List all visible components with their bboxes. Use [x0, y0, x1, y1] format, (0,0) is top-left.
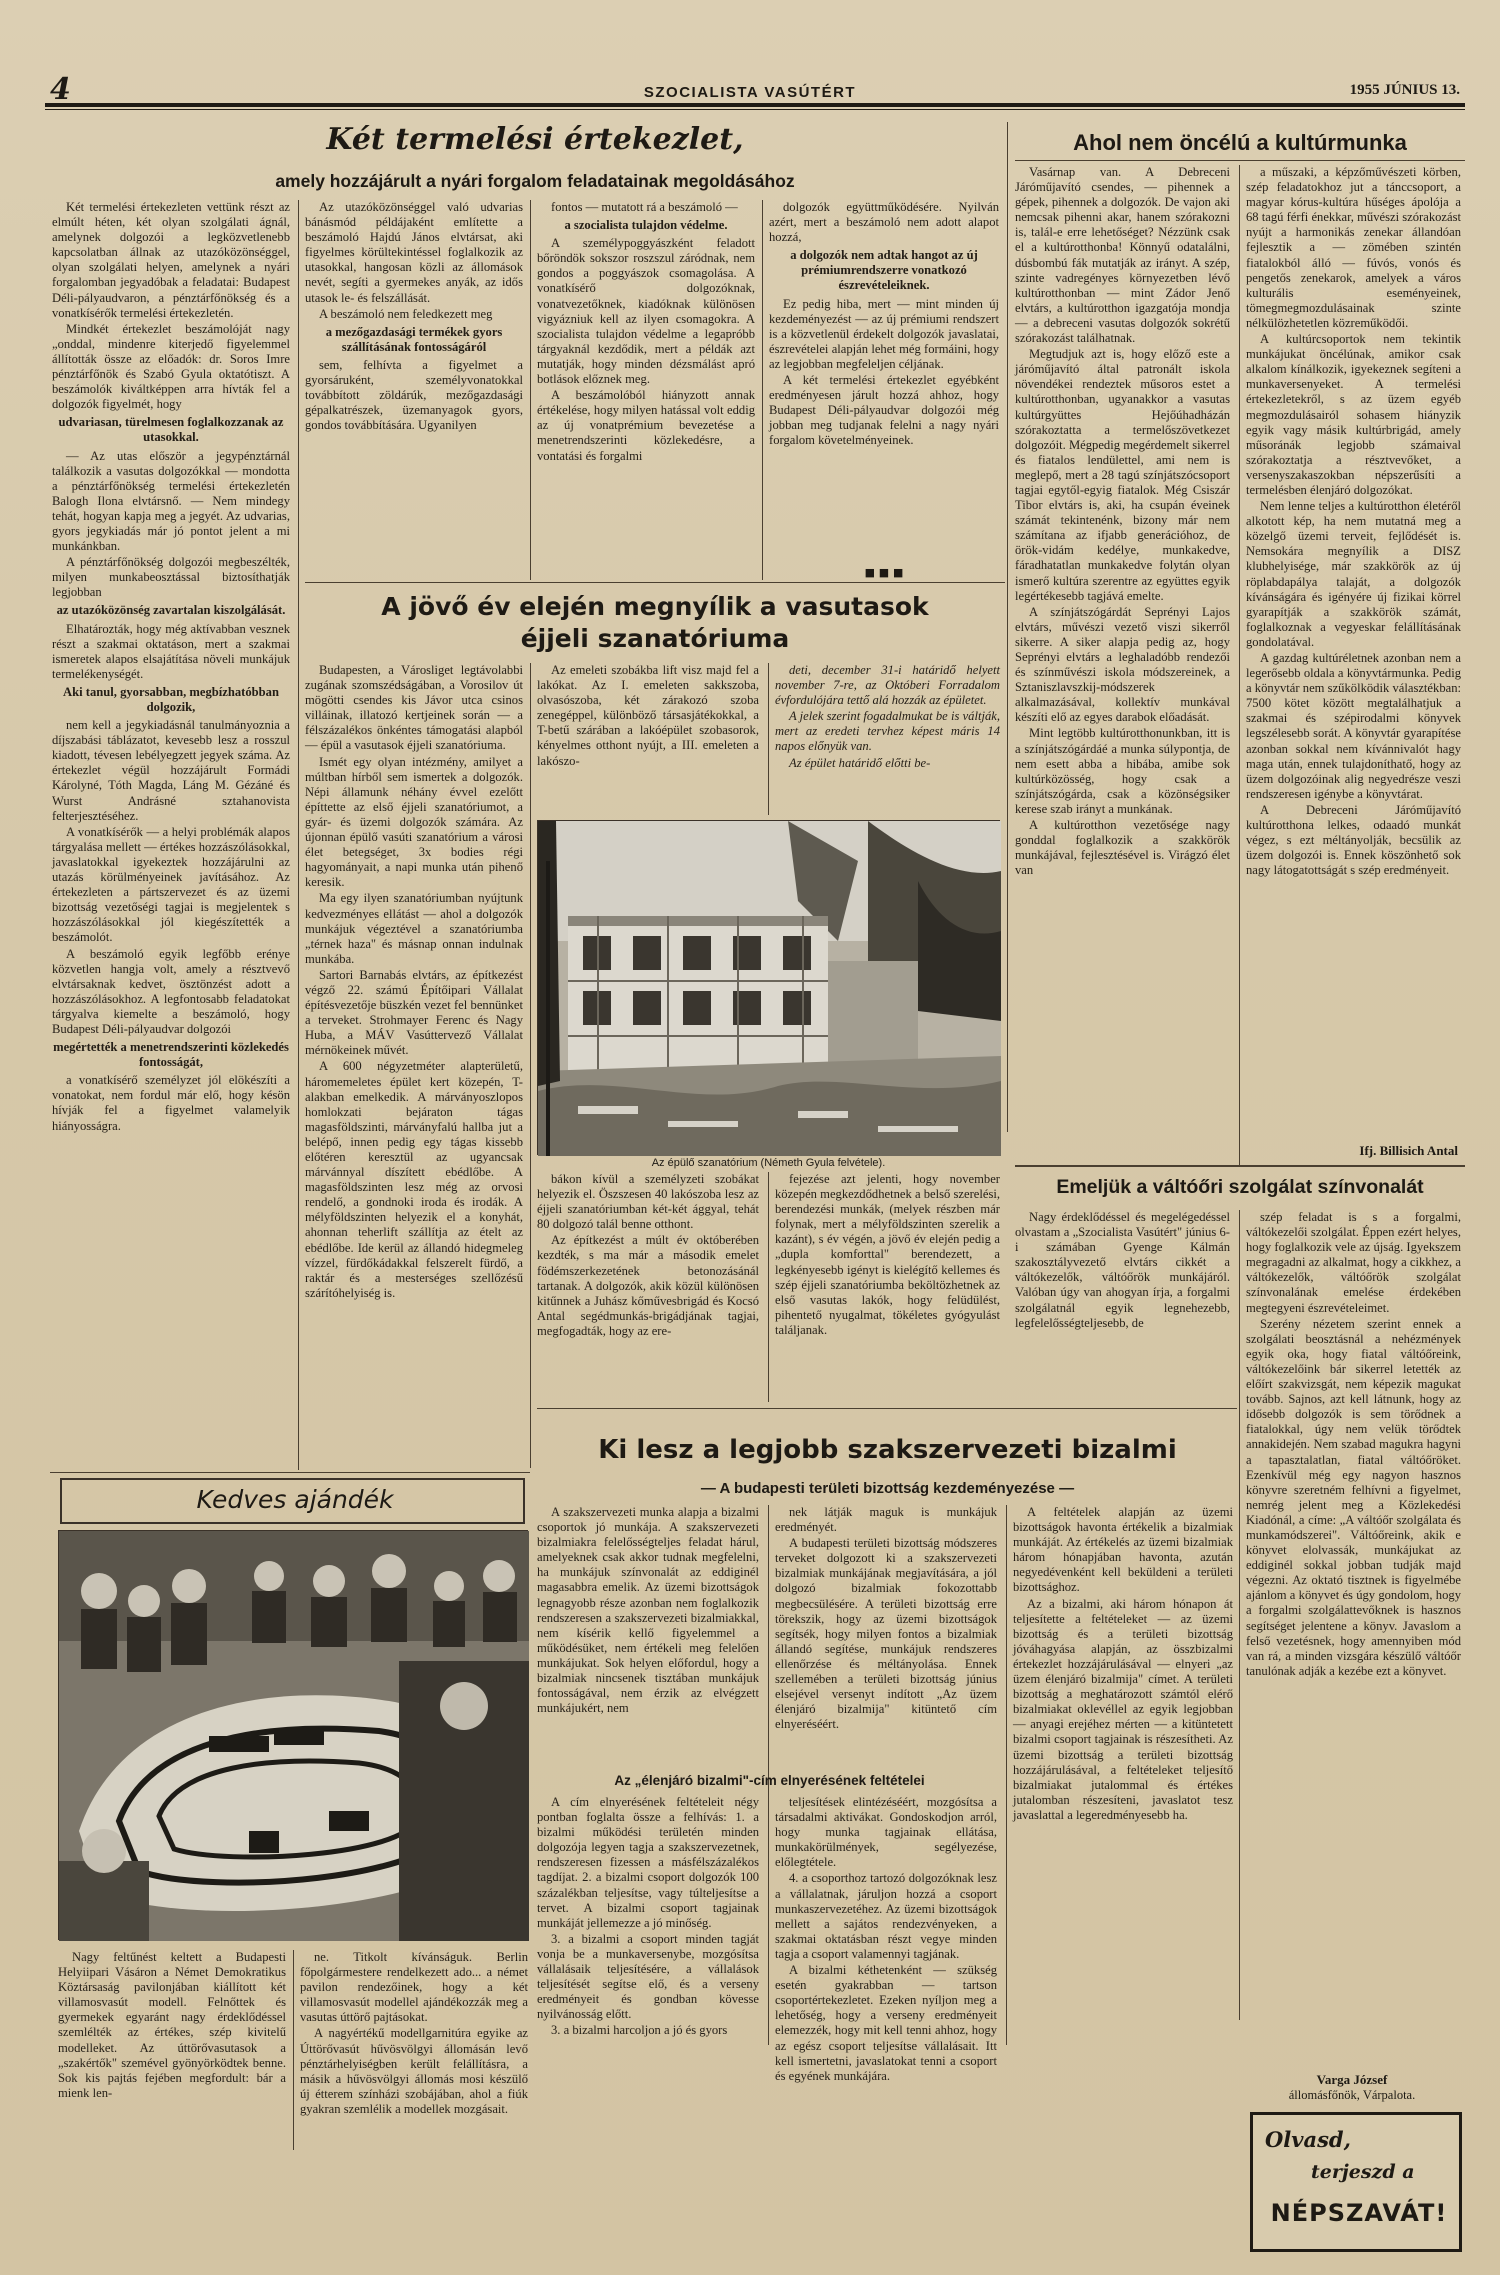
- nepszava-line-1: Olvasd,: [1265, 2127, 1351, 2152]
- paragraph: ne. Titkolt kívánságuk. Berlin főpolgármestere rendelkezett ado... a német pavilon rendezőinek, hogy a két villamosvasút modellel ajándékozzák meg a vasutas úttörő pajtásokat.: [300, 1950, 528, 2025]
- column-rule: [1239, 1210, 1240, 2020]
- section-rule: [305, 582, 1005, 583]
- art5-column-3: [1013, 1505, 1233, 2045]
- art4-column-2: [1246, 1210, 1461, 2065]
- paragraph: Az a bizalmi, aki három hónapon át teljesítette a feltételeket — az üzemi bizottság és a területi bizottság jóváhagyása alapján, az összbizalmi értekezlet hozzájárulásával — elnyeri „az üzem élenjáró bizalmija" címet. A területi bizottság a meghatározott számtól elérő bizalmiakat oklevéllel az egyik legjobban — anyagi erejéhez mérten — a kitüntetett bizalmi csoport tagjainak is részesítheti. Az üzemi bizottság a területi bizottság hozzájárulásával, a feltételeket teljesítő bizalmiakat jutalommal és értékes jutalomban részesíteni, javaslatot tesz javaslattal a legeredményesebb ha.: [1013, 1596, 1233, 1822]
- model-railway-photo: [58, 1530, 528, 1940]
- art2-col3-paragraphs: [775, 663, 1000, 771]
- art1-title: Két termelési értekezlet,: [326, 122, 744, 157]
- sanatorium-photo-image: [538, 821, 1001, 1156]
- art1-col4b-paragraphs: [769, 297, 999, 449]
- paragraph: Sartori Barnabás elvtárs, az építkezést végző 22. számú Építőipari Vállalat építésvezetője büszkén vezet fel bennünket a terveket. Strohmayer Ferenc és Nagy Huba, a MÁV Vasúttervező Vállalat mérnökeinek művét.: [305, 967, 523, 1058]
- paragraph: Budapesten, a Városliget legtávolabbi zugának szomszédságában, a Vorosilov út mögötti csendes kis Jávor utca csinos villáinak, illatozó kertjeinek során — a félszázalékos önkéntes támogatási alapból — épül a vasutasok éjjeli szanatóriuma.: [305, 663, 523, 753]
- art5-col3-paragraphs: [1013, 1505, 1233, 1823]
- paragraph: teljesítések elintézéséért, mozgósítsa a társadalmi aktivákat. Gondoskodjon arról, hogy munka tagjainak ellátása, munkakörülmények, segélyezése, előlegtétele.: [775, 1795, 997, 1870]
- art3-signature: Ifj. Billisich Antal: [1359, 1143, 1458, 1158]
- paragraph: Nagy feltűnést keltett a Budapesti Helyiipari Vásáron a Német Demokratikus Köztársaság pavilonjában kiállított két villamosvasút modell. Felnőttek és gyermekek egyaránt nagy érdeklődéssel szemlélték az értékes, szép kivitelű modelleket. Az úttörővasutasok a „szakértők" szemével gyönyörködtek benne. Sok kis pajtás fejében megfordult: bár a mienk len-: [58, 1950, 286, 2100]
- section-rule: [537, 1408, 1237, 1409]
- art1-col1c-paragraphs: [52, 622, 290, 682]
- art5-subcol1-paragraphs: [537, 1795, 759, 2039]
- paragraph: Elhatározták, hogy még aktívabban vesznek részt a szakmai oktatáson, mert a szakmai ismeretek alapos elsajátítása növeli munkájuk termelékenységét.: [52, 621, 290, 681]
- art5-title: Ki lesz a legjobb szakszervezeti bizalmi: [598, 1435, 1177, 1465]
- paragraph: Nagy érdeklődéssel és megelégedéssel olvastam a „Szocialista Vasútért" június 6-i számában Gyenge Kálmán szakosztályvezető elvtárs cikkét a váltókezelők, váltóőrök munkájáról. Valóban úgy van ahogyan írja, a forgalmi szolgálatnál egyik legnehezebb, legfelelősségteljesebb, de: [1015, 1210, 1230, 1330]
- nepszava-line-2: terjeszd a: [1311, 2161, 1415, 2183]
- paragraph: A kultúrotthon vezetősége nagy gonddal foglalkozik a szakkörök munkájával, fejlesztésével is. Virágzó élet van: [1015, 818, 1230, 878]
- art1-bold-2: az utazóközönség zavartalan kiszolgálását.: [56, 603, 286, 618]
- paragraph: deti, december 31-i határidő helyett november 7-re, az Októberi Forradalom évfordulójára tettő alá hozzák az épületet.: [775, 663, 1000, 708]
- art1-col1d-paragraphs: [52, 718, 290, 1037]
- paragraph: Megtudjuk azt is, hogy előző este a járóműjavító által patronált iskola növendékei rendeztek műsoros estet a kultúrotthonban, ugyanakkor a vasutas kultúrgyüttes Hejőúhadházán szórakoztatta a termelőszövetkezet dolgozóit. Mégpedig megérdemelt sikerrel és fiatalos lendülettel, ami nem is meglepő, mert a 28 tagú színjátszócsoport tagjai egytől-egyig fiatalok. Még Csiszár Tibor elvtárs is, aki, ha csupán éveinek számát tekintenénk, bizony már nem számítana az ifjabb generációhoz, de örök-vidám kedélye, munkakedve, fáradhatatlan munkakedve folytán olyan ismerő kultúra szerentre az együttes egyik legértékesebb tagjává emelte.: [1015, 347, 1230, 603]
- column-rule: [293, 1950, 294, 2150]
- art1-subtitle: amely hozzájárult a nyári forgalom feladatainak megoldásához: [275, 171, 795, 191]
- art6-column-2: [300, 1950, 528, 2155]
- art4-signature-title: állomásfőnök, Várpalota.: [1288, 2088, 1416, 2102]
- paragraph: Ma egy ilyen szanatóriumban nyújtunk kedvezményes ellátást — ahol a dolgozók munkájuk végeztével a szanatóriumba „térnek haza" és másnap onnan indulnak munkába.: [305, 891, 523, 966]
- art2-bottom-column-2: [537, 1172, 759, 1402]
- section-rule: [50, 1472, 530, 1473]
- art1-col3-paragraphs: [537, 200, 755, 215]
- art5-column-2: [775, 1505, 997, 1765]
- art5-subhead: Az „élenjáró bizalmi"-cím elnyerésének feltételei: [614, 1773, 925, 1788]
- paragraph: Szerény nézetem szerint ennek a szolgálati beosztásnál a nehézmények egyik oka, hogy fiatal váltóőreink, váltókezelőink bár sikerrel letették az előírt szakvizsgát, nem képezik magukat tovább. Sajnos, azt kell látnunk, hogy az idősebb dolgozók is sem törődnek a fiatalokkal, úgy nem velük törődtek annakidején. Nem szabad magukra hagyni a tapasztalatlan, fiatal váltóőröket. Ezenkívül még egy nagyon hasznos könyvre szeretném felhívni a figyelmet, nemrég jelent meg a Közlekedési Kiadónál, a címe: „A váltóőr szolgálata és munkamódszerei". Váltóőreink, akik e könyvet elolvassák, munkájukat az eddiginél sokkal jobban tudják majd végezni. Az oktató tisztnek is figyelmébe ajánlom a könyvet és úgy gondolom, hogy a forgalmi szolgálattevőknek is hasznos segítséget jelentene a könyv. Javaslom a felső vezetésnek, hogy amennyiben mód van rá, a minden vizsgára készülő váltóőr tanulónak adják a kezébe ezt a könyvet.: [1246, 1316, 1461, 1678]
- paragraph: A személypoggyászként feladott bőröndök sokszor roszszul záródnak, nem gondos a poggyászok csomagolása. A vonatkísérő dolgozóknak, vonatvezetőknek, kiadóknak különösen vigyázniuk kell az ilyen csomagokra. A szocialista tulajdon védelme a legapróbb tárgyaknál kezdődik, mert a példák azt mutatják, hogy minden dézsmálást apró botlások előznek meg.: [537, 236, 755, 387]
- sanatorium-photo: [537, 820, 1000, 1155]
- column-rule: [768, 663, 769, 815]
- art2-column-3: [775, 663, 1000, 815]
- paper-name: SZOCIALISTA VASÚTÉRT: [643, 84, 857, 101]
- paragraph: bákon kívül a személyzeti szobákat helyezik el. Öszszesen 40 lakószoba lesz az éjjeli szanatóriumban két-két ággyal, tehát 80 dolgozó talál benne otthont.: [537, 1172, 759, 1232]
- paragraph: 3. a bizalmi a csoport minden tagját vonja be a munkaversenybe, mozgósítsa vállalásaik teljesítésére, a vállalások teljesítését segítse elő, és a verseny eredményeit és gondban kövesse nyilvánosság előtt.: [537, 1931, 759, 2022]
- column-rule: [1239, 165, 1240, 1165]
- art3-col1-paragraphs: [1015, 165, 1230, 878]
- art5-sub-column-2: [775, 1795, 997, 2083]
- art4-col1-paragraphs: [1015, 1210, 1230, 1331]
- art1-col3-bold: a szocialista tulajdon védelme.: [564, 218, 728, 233]
- paragraph: Ismét egy olyan intézmény, amilyet a múltban hírből sem ismertek a dolgozók. Népi államunk néhány évvel ezelőtt építtette az első éjjeli szanatóriumot, a gyár- és üzemi dolgozók számára. Az újonnan épülő vasúti szanatórium a városi élet betegséget, 3x bodies régi hagyományait, a napi munka után pihenő keresik.: [305, 754, 523, 890]
- art1-col1-paragraphs: [52, 200, 290, 412]
- paragraph: A bizalmi kéthetenként — szükség esetén gyakrabban — tartson csoportértekezletet. Ezeken nyíljon meg a lehetőség, hogy a verseny eredményeit elemezzék, hogy mit kell tenni ahhoz, hogy az egész csoport teljesítse vállalásait. Itt kell ismertetni, javaslatokat tenni a csoport és egyének munkájára.: [775, 1963, 997, 2083]
- paragraph: Mint legtöbb kultúrotthonunkban, itt is a színjátszógárdáé a munka súlypontja, de nem esett abba a hibába, amibe sok kultúrközösség, hogy csak a színjátszógárda, csak a közönségsiker kerese szab irányt a munkának.: [1015, 726, 1230, 816]
- masthead-rule: [45, 103, 1465, 107]
- paragraph: A 600 négyzetméter alapterületű, háromemeletes épület kert közepén, T-alakban emelkedik. A márványoszlopos homlokzati bejáraton tágas magasföldszinti, márványfalú hallba jut a belépő, innen pedig egy tágas kissebb előtéren keresztül az ugyancsak márvánnyal díszített ebédlőbe. A magasföldszinten lesz még az orvosi rendelő, a gondnoki iroda és irodák. A mélyföldszinten helyezik el a konyhát, ahonnan teherlift szállítja az ételt az ebédlőbe. Ide kerül az állandó hidegmeleg vízzel, fürdőkádakkal felszerelt fürdő, a raktár és a mesterséges szellőzésű szárítóhelyiség is.: [305, 1059, 523, 1300]
- column-rule: [762, 200, 763, 580]
- column-rule: [1006, 1505, 1007, 2045]
- art1-col1b-paragraphs: [52, 449, 290, 601]
- nepszava-box: [1250, 2112, 1462, 2252]
- art4-title: Emeljük a váltóőri szolgálat színvonalát: [1056, 1176, 1424, 1198]
- paragraph: Az építkezést a múlt év októberében kezdték, s ma már a második emelet födémszerkezetének betonozásánál tartanak. A dolgozók, akik közül különösen kitűnnek a Juhász kőművesbrigád és Kocsó Antal segédmunkás-brigádjának tagjai, megfogadták, hogy az ere-: [537, 1233, 759, 1338]
- art4-column-1: [1015, 1210, 1230, 1460]
- section-rule: [1015, 160, 1465, 161]
- art1-bold-1: udvariasan, türelmesen foglalkozzanak az utasokkal.: [58, 415, 284, 445]
- art1-column-4: [769, 200, 999, 572]
- art1-col1e-paragraphs: [52, 1073, 290, 1133]
- paragraph: A feltételek alapján az üzemi bizottságok havonta értékelik a bizalmiak munkáját. Az értékelés az üzemi bizalmiak három hónapjában havonta, azután negyedévenként kell beküldeni a területi bizottsághoz.: [1013, 1505, 1233, 1595]
- art1-col3b-paragraphs: [537, 236, 755, 463]
- art4-col2-paragraphs: [1246, 1210, 1461, 1679]
- paragraph: A Debreceni Járóműjavító kultúrotthona lelkes, odaadó munkát végez, s ezt méltányolják, becsülik az üzem dolgozói is. Ennek köszönhető sok nagy látogatottságát s szép eredményeit.: [1246, 802, 1461, 878]
- art1-column-1: [52, 200, 290, 1470]
- paragraph: 4. a csoporthoz tartozó dolgozóknak lesz a vállalatnak, járuljon hozzá a csoport munkaszervezetéhez. Az üzemi bizottságok mellett a sajátos rendezvényeken, a szakmai oktatásban részt vegye minden tagja a csoport valamennyi tagjának.: [775, 1871, 997, 1961]
- paragraph: A beszámoló egyik legfőbb erénye közvetlen hangja volt, amely a résztvevő elvtársaknak kedvet, ösztönzést adott a hozzászólásokhoz. A legfontosabb feladatokat tárgyalva kiemelte a beszámoló, hogy Budapest Déli-pályaudvar dolgozói: [52, 946, 290, 1036]
- paragraph: Vasárnap van. A Debreceni Járóműjavító csendes, — pihennek a gépek, pihennek a dolgozók. De vajon aki nemcsak pihenni akar, hanem szórakozni is, talál-e erre lehetőséget? Nézzünk csak el a kultúrotthonba! Könnyű odatalálni, dúsbombú fák mutatják az irányt. A szép, szinte vadregényes környezetben lévő kultúrotthonban — mint Zádor Jenő elvtárs, a kultúrotthon igazgatója mondja — a debreceni vasutas dolgozók sokrétű szórakozást találhatnak.: [1015, 165, 1230, 346]
- paragraph: Mindkét értekezlet beszámolóját nagy „onddal, mindenre kiterjedő figyelemmel állították össze az előadók: dr. Soros Imre pénztárfőnök és Szabó Gyula oktatótiszt. A beszámolók kiváltképpen arra hívták fel a dolgozók figyelmét, hogy: [52, 321, 290, 412]
- paragraph: A vonatkísérők — a helyi problémák alapos tárgyalása mellett — értékes hozzászólásokkal, javaslatokkal igyekeztek hozzájárulni az utazás körülményeinek javításához. Az értekezleten a pártszervezet és az üzemi bizottság vezetőségi tagjai is megjelentek s hozzászólásokkal jól kiegészítették a beszámolót.: [52, 824, 290, 945]
- paragraph: dolgozók együttműködésére. Nyilván azért, mert a beszámoló nem adott alapot hozzá,: [769, 200, 999, 245]
- paragraph: A szakszervezeti munka alapja a bizalmi csoportok jó munkája. A szakszervezeti bizalmiakra felelősségteljes feladat hárul, amelyeknek csak akkor tudnak megfelelni, ha munkájuk színvonalát az eddiginél magasabbra emelik. Az üzemi bizottságok legnagyobb része azonban nem foglalkozik rendszeresen a szakszervezeti bizalmiakkal, nem kísérik kellő figyelemmel a működésüket, nem értékeli meg felelően munkájukat. Sok helyen előfordul, hogy a bizalmiak nincsenek tisztában munkájuk fontosságával, nem érzik az elvégzett munkájukért, nem: [537, 1505, 759, 1716]
- paragraph: Két termelési értekezleten vettünk részt az elmúlt héten, két olyan szolgálati ágnál, amelynek dolgozói a legközvetlenebb kapcsolatban állnak az utazóközönséggel, olyan szolgálati helyen, amelynek a nyári forgalomban jegyadóbak a feladatai: Budapest Déli-pályaudvaron, a pénztárfőnökség és a vonatkísérők termelési értekezletén.: [52, 200, 290, 320]
- art1-column-2: [305, 200, 523, 580]
- paragraph: sem, felhívta a figyelmet a gyorsáruként, személyvonatokkal továbbított zöldárúk, mezőgazdasági gépalkatrészek, üzemanyagok gyors, gondos továbbítására. Ugyanilyen: [305, 357, 523, 433]
- art4-signature-name: Varga József: [1316, 2072, 1388, 2087]
- model-railway-photo-image: [59, 1531, 529, 1941]
- art1-column-3: [537, 200, 755, 580]
- paragraph: Az utazóközönséggel való udvarias bánásmód példájaként említette a beszámoló Hajdú János elvtársat, aki figyelmes körültekintéssel foglalkozik az utasokkal, hangosan közli az állomások nevét, segíti a gyermekes anyák, az idős utasok le- és felszállását.: [305, 200, 523, 305]
- art2-title-line1: A jövő év elején megnyílik a vasutasok: [381, 592, 929, 621]
- paragraph: A kultúrcsoportok nem tekintik munkájukat öncélúnak, amikor csak alkalom kínálkozik, igyekeznek segíteni a munkaversenyeket. A termelési értekezletekről, s az üzem egyéb megmozdulásairól sohasem hiányzik egyik vagy másik kultúrbrigád, amely műsoránák legjobb számaival szórakoztatja a résztvevőket, a versenyszakaszokban népszerűsíti a termelésben élenjáró dolgozókat.: [1246, 332, 1461, 497]
- paragraph: Nem lenne teljes a kultúrotthon életéről alkotott kép, ha nem mutatná meg a közelgő üzemi terveit, fejlődését is. Nemsokára megnyílik a DISZ klubhelyisége, már szakkörök az új röplabdapálya talaját, a dolgozók kívánságára és igényére új fizikai körrel gyarapítják a szakkörök számát, foglalkoznak a vegyeskar felállításának gondolatával.: [1246, 499, 1461, 649]
- column-rule: [768, 1172, 769, 1402]
- art2-column-2: [537, 663, 759, 815]
- art1-end-mark: ■ ■ ■: [864, 566, 904, 579]
- art3-title: Ahol nem öncélú a kultúrmunka: [1073, 130, 1407, 155]
- paragraph: nem kell a jegykiadásnál tanulmányoznia a díjszabási táblázatot, kevesebb lesz a rosszul kiadott, tévesen lebélyegzett jegyek száma. Az értekezlet végül hozzájárult Formádi Károlyné, Tóth Magda, Láng M. Gézáné és Wurst Andrásné sztahanovista felterjesztéséhez.: [52, 718, 290, 823]
- art2-bcol2-paragraphs: [537, 1172, 759, 1339]
- art3-column-2: [1246, 165, 1461, 1140]
- paragraph: A budapesti területi bizottság módszeres terveket dolgozott ki a szakszervezeti bizalmiak munkájának megjavítására, a jól dolgozó bizalmiak fokozottabb megbecsülésére. A területi bizottság erre törekszik, hogy az üzemi bizottságok segítsék, hogy milyen fontos a bizalmiak állandó segítése, munkájuk rendszeres ellenőrzése és méltányolása. Ennek szellemében a területi bizottság június elsejével versenyt indított „Az üzem élenjáró bizalmija" kitüntető cím elnyeréséért.: [775, 1536, 997, 1732]
- paragraph: A pénztárfőnökség dolgozói megbeszélték, milyen munkabeosztással biztosíthatják legjobban: [52, 555, 290, 600]
- paragraph: — Az utas először a jegypénztárnál találkozik a vasutas dolgozókkal — mondotta a pénztárfőnökség termelési értekezletén Balogh Ilona elvtársnő. — Nem mindegy tehát, hogyan kapja meg a jegyét. Az udvarias, gyors jegykiadás már jó pontot jelent a mi munkánkban.: [52, 448, 290, 554]
- art1-col4-paragraphs: [769, 200, 999, 245]
- paragraph: A két termelési értekezlet egyébként eredményesen járult hozzá ahhoz, hogy Budapest Déli-pályaudvar dolgozói még jobban meg tudjanak felelni a nagy nyári forgalom követelményeinek.: [769, 373, 999, 448]
- art2-bottom-column-3: [775, 1172, 1000, 1402]
- art5-col2-paragraphs: [775, 1505, 997, 1732]
- art1-col2-paragraphs: [305, 200, 523, 322]
- paragraph: szép feladat is s a forgalmi, váltókezelői szolgálat. Éppen ezért helyes, hogy foglalkozik vele az újság. Igyekszem megragadni az alkalmat, hogy a cikkhez, a váltókezelők, váltóőrök szolgálat színvonalának emelése érdekében megtegyeni észrevételeimet.: [1246, 1210, 1461, 1315]
- page-number: 4: [50, 72, 71, 107]
- art1-bold-3: Aki tanul, gyorsabban, megbízhatóbban dolgozik,: [63, 684, 279, 714]
- masthead-rule-thin: [45, 109, 1465, 110]
- art5-sub-column-1: [537, 1795, 759, 2045]
- art3-column-1: [1015, 165, 1230, 1165]
- art6-column-1: [58, 1950, 286, 2155]
- column-rule: [530, 200, 531, 580]
- art5-column-1: [537, 1505, 759, 1765]
- art5-subcol2-paragraphs: [775, 1795, 997, 2084]
- column-rule: [530, 663, 531, 1468]
- section-rule: [1015, 1165, 1465, 1167]
- paragraph: fejezése azt jelenti, hogy november közepén megkezdődhetnek a belső szerelési, berendezési munkák, (melyek részben már folynak, mert a mélyföldszinten szerelik a kazánt), s év végén, a jövő év elején pedig a „dupla komforttal" berendezett, a legkényesebb igényt is kielégítő kellemes és szép éjjeli szanatóriumba beköltözhetnek az első vasutas lakók, hogy felüdülést, pihentető nyugalmat, tökéletes gyógyulást találjanak.: [775, 1172, 1000, 1337]
- paragraph: A nagyértékű modellgarnitúra egyike az Úttörővasút hűvösvölgyi állomásán levő pénztárhelyiségben került felállításra, a másik a hűvösvölgyi állomás mosi készülő új étterem színházi szobájában, ahol a fiúk gyakran szemlélik a modellek mozgásait.: [300, 2026, 528, 2116]
- paragraph: a műszaki, a képzőművészeti körben, szép feladatokhoz jut a tánccsoport, a magyar kórus-kultúra hűséges ápolója a 68 tagú férfi énekkar, művészi szórakozást nyújt a harmonikás zenekar állandóan fejlesztik a — zömében szintén fiatalokból álló — fúvós, vonós és pengetős zenekarok, amelyek a város kulturális eseményeinek, tömegmegmozdulásainak szinte nélkülözhetetlen közreműködői.: [1246, 165, 1461, 330]
- art5-subtitle: — A budapesti területi bizottság kezdeményezése —: [700, 1480, 1075, 1497]
- paragraph: nek látják maguk is munkájuk eredményét.: [775, 1505, 997, 1535]
- art2-column-1: [305, 663, 523, 1468]
- paragraph: a vonatkísérő személyzet jól elökészíti a vonatokat, nem fordul már elő, hogy késön hívják fel a figyelmet valamelyik hiányosságra.: [52, 1073, 290, 1133]
- paragraph: A beszámolóból hiányzott annak értékelése, hogy milyen hatással volt eddig az új vonatprémium bevezetése a menetrendszerinti közlekedésre, a vontatási és forgalmi: [537, 388, 755, 463]
- nepszava-line-3: NÉPSZAVÁT!: [1270, 2199, 1448, 2227]
- art2-col1-paragraphs: [305, 663, 523, 1301]
- paragraph: A cím elnyerésének feltételeit négy pontban foglalta össze a felhívás: 1. a bizalmi működési területén minden dolgozója legyen tagja a szakszervezetnek, rendszeresen fizessen a másfélszázalékos tagdíjat. 2. a bizalmi csoport dolgozók 100 százalékban teljesítse, vagy túlteljesítse a tervet. A bizalmi csoport tagjainak munkáját jellemezze a jó minőség.: [537, 1795, 759, 1930]
- paragraph: A gazdag kultúréletnek azonban nem a legerősebb oldala a könyvtármunka. Pedig a könyvtár nem szűkölködik választékban: 7500 kötet között megtalálhatjuk a szakmai és szépirodalmi könyvek legszélesebb sorát. A könyvtár gyarapítése azonban sokkal nem kívánnivalót hagy maga után, ennek tulajdoníthatő, hogy az üzem dolgozóinak alig negyedrésze veszi rendszeresen igénybe a könyvtárat.: [1246, 651, 1461, 801]
- art2-col2-paragraphs: [537, 663, 759, 769]
- art3-col2-paragraphs: [1246, 165, 1461, 878]
- art6-title: Kedves ajándék: [196, 1485, 394, 1514]
- column-rule: [298, 200, 299, 1470]
- paragraph: A jelek szerint fogadalmukat be is váltják, mert az eredeti tervhez képest máris 14 napos előnyük van.: [775, 709, 1000, 754]
- column-rule: [1007, 122, 1008, 1132]
- art2-title-line2: éjjeli szanatóriuma: [520, 624, 790, 653]
- art1-col4-bold: a dolgozók nem adtak hangot az új prémiumrendszerre vonatkozó észrevételeiknek.: [790, 248, 978, 293]
- paragraph: Ez pedig hiba, mert — mint minden új kezdeményezést — az új prémiumi rendszert is a közvetlenül érdekelt dolgozók javaslatai, észrevételei alapján lehet még formáini, hogy az legjobban megfeleljen céljának.: [769, 296, 999, 371]
- paragraph: A beszámoló nem feledkezett meg: [319, 306, 493, 321]
- art2-bcol3-paragraphs: [775, 1172, 1000, 1338]
- art1-bold-4: megértették a menetrendszerinti közlekedés fontosságát,: [53, 1040, 289, 1070]
- art6-col2-paragraphs: [300, 1950, 528, 2117]
- paragraph: Az épület határidő előtti be-: [789, 755, 931, 770]
- art1-col2-bold: a mezőgazdasági termékek gyors szállításának fontosságáról: [325, 324, 503, 354]
- art6-col1-paragraphs: [58, 1950, 286, 2101]
- paragraph: A színjátszógárdát Seprényi Lajos elvtárs, művészi vezető viszi sikerről sikerre. A siker alapja pedig az, hogy Seprényi elvtárs a leghaladóbb rendezői és színművészi iskola módszereinek, a Sztaniszlavszkij-módszerek alkalmazásával, kollektív munkával készíti elő az egyes darabok előadását.: [1015, 604, 1230, 725]
- art5-col1-paragraphs: [537, 1505, 759, 1716]
- paragraph: Az emeleti szobákba lift visz majd fel a lakókat. Az I. emeleten sakkszoba, olvasószoba, két zárakozó szoba zenegéppel, különböző társasjátékokkal, a T-betű szárában a lakóépület szobasorok, kényelmes otthont nyújt, a III. emeleten a lakószo-: [537, 663, 759, 768]
- sanatorium-photo-caption: Az épülő szanatórium (Németh Gyula felvétele).: [651, 1157, 886, 1169]
- paragraph: 3. a bizalmi harcoljon a jó és gyors: [551, 2023, 728, 2038]
- art1-col2b-paragraphs: [305, 358, 523, 433]
- paragraph: fontos — mutatott rá a beszámoló —: [551, 200, 738, 214]
- issue-date: 1955 JÚNIUS 13.: [1349, 82, 1460, 98]
